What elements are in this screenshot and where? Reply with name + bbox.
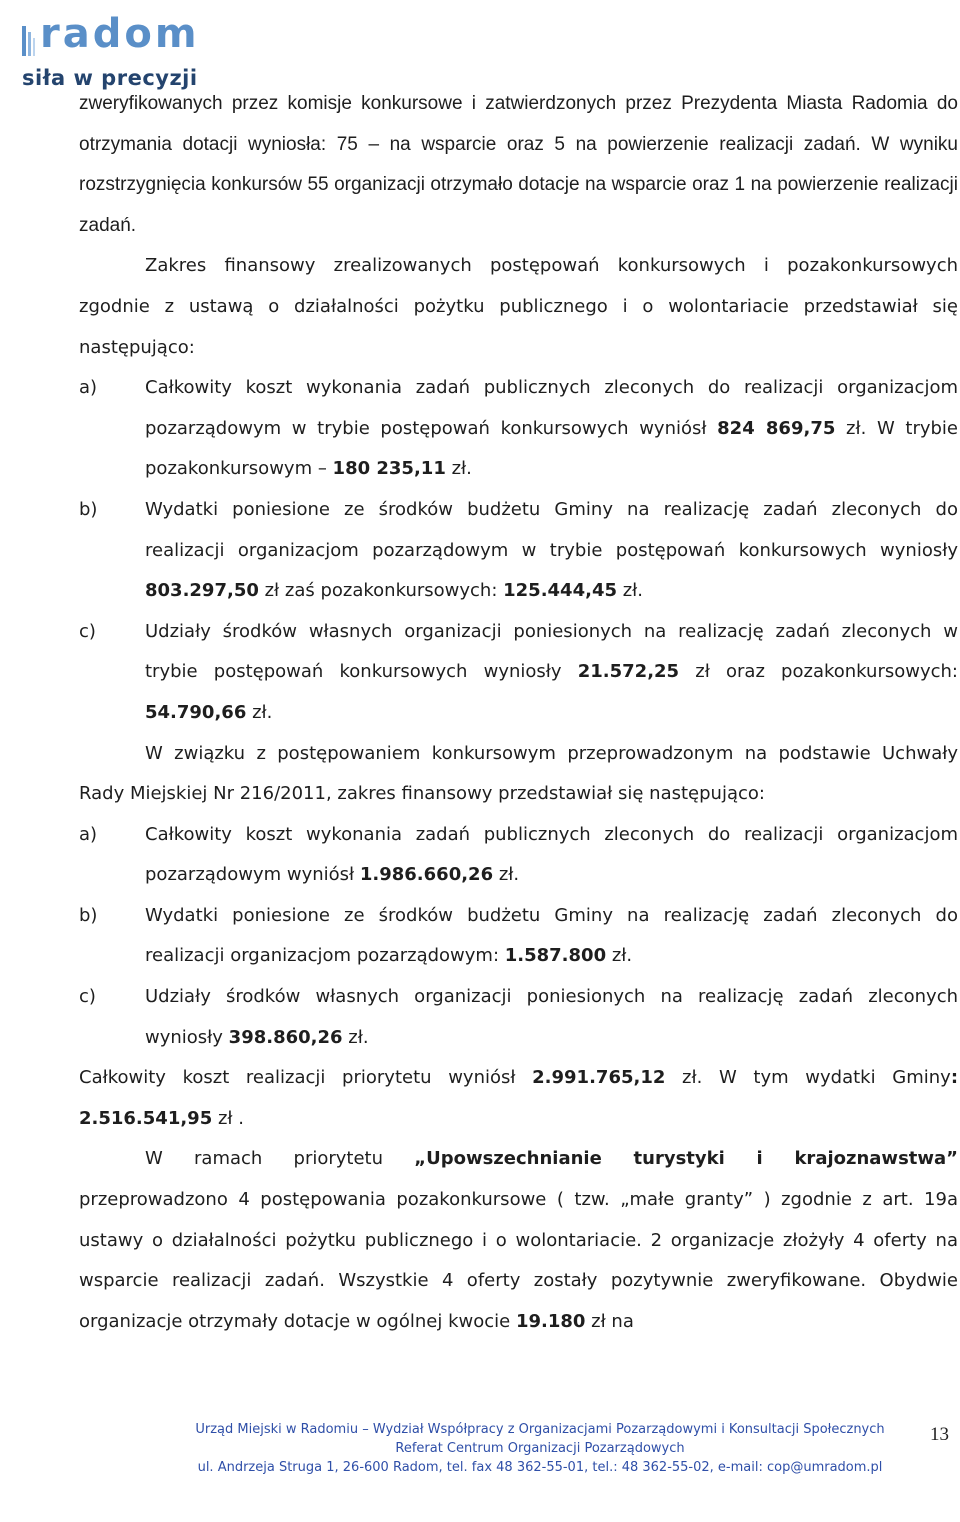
paragraph-tourism-priority: W ramach priorytetu „Upowszechnianie turystyki i krajoznawstwa” przeprowadzono 4 postępowania pozakonkursowe ( tzw. „małe granty” ) zgodnie z art. 19a ustawy o działalności pożytku publicznego i o wolontariacie. 2 organizacje złożyły 4 oferty na wsparcie realizacji zadań. Wszystkie 4 oferty zostały pozytywnie zweryfikowane. Obydwie organizacje otrzymały dotacje w ogólnej kwocie 19.180 zł na <box>79 1148 958 1332</box>
list1-item-c <box>79 612 958 734</box>
footer-contact: ul. Andrzeja Struga 1, 26-600 Radom, tel. fax 48 362-55-01, tel.: 48 362-55-02, e-mail: cop@umradom.pl <box>197 1460 883 1475</box>
list-label: c) <box>79 620 96 642</box>
list-label: a) <box>79 377 98 399</box>
list-text: Udziały środków własnych organizacji poniesionych na realizację zadań zleconych w trybie postępowań konkursowych wyniosły 21.572,25 zł oraz pozakonkursowych: 54.790,66 zł. <box>145 620 958 723</box>
list-text: Wydatki poniesione ze środków budżetu Gminy na realizację zadań zleconych do realizacji organizacjom pozarządowym w trybie postępowań konkursowych wyniosły 803.297,50 zł zaś pozakonkursowych: 125.444,45 zł. <box>145 498 958 602</box>
list-text: Całkowity koszt wykonania zadań publicznych zleconych do realizacji organizacjom pozarządowym w trybie postępowań konkursowych wyniósł 824 869,75 zł. W trybie pozakonkursowym – 180 235,11 zł. <box>145 377 959 480</box>
list-text: Wydatki poniesione ze środków budżetu Gminy na realizację zadań zleconych do realizacji organizacjom pozarządowym: 1.587.800 zł. <box>145 904 958 967</box>
logo-stripes-icon <box>22 24 36 58</box>
paragraph-financial-scope: Zakres finansowy zrealizowanych postępowań konkursowych i pozakonkursowych zgodnie z ustawą o działalności pożytku publicznego i o wolontariacie przedstawiał się następująco: <box>79 255 958 358</box>
list1-item-b <box>79 490 958 612</box>
logo-wordmark: radom <box>40 11 200 57</box>
paragraph-resolution: W związku z postępowaniem konkursowym przeprowadzonym na podstawie Uchwały Rady Miejskiej Nr 216/2011, zakres finansowy przedstawiał się następująco: <box>79 742 958 805</box>
page-number: 13 <box>930 1424 949 1445</box>
logo-tagline: siła w precyzji <box>22 66 198 90</box>
list2-item-b <box>79 896 958 977</box>
list-label: b) <box>79 904 98 926</box>
list-label: b) <box>79 498 98 520</box>
document-body <box>79 84 958 1342</box>
paragraph-intro: zweryfikowanych przez komisje konkursowe i zatwierdzonych przez Prezydenta Miasta Radomia do otrzymania dotacji wyniosła: 75 – na wsparcie oraz 5 na powierzenie realizacji zadań. W wyniku rozstrzygnięcia konkursów 55 organizacji otrzymało dotacje na wsparcie oraz 1 na powierzenie realizacji zadań. <box>79 93 958 236</box>
footer-department: Referat Centrum Organizacji Pozarządowych <box>395 1441 685 1456</box>
list2-item-c <box>79 977 958 1058</box>
paragraph-total-cost: Całkowity koszt realizacji priorytetu wyniósł 2.991.765,12 zł. W tym wydatki Gminy: 2.516.541,95 zł . <box>79 1067 959 1129</box>
list-text: Całkowity koszt wykonania zadań publicznych zleconych do realizacji organizacjom pozarządowym wyniósł 1.986.660,26 zł. <box>145 823 958 886</box>
radom-logo <box>20 11 220 90</box>
list-label: a) <box>79 823 98 845</box>
list2-item-a <box>79 815 958 896</box>
list-text: Udziały środków własnych organizacji poniesionych na realizację zadań zleconych wyniosły 398.860,26 zł. <box>145 986 958 1048</box>
footer-office: Urząd Miejski w Radomiu – Wydział Współpracy z Organizacjami Pozarządowymi i Konsultacji Społecznych <box>195 1422 885 1437</box>
list-label: c) <box>79 986 96 1008</box>
list1-item-a <box>79 368 958 490</box>
page-footer <box>150 1420 930 1477</box>
